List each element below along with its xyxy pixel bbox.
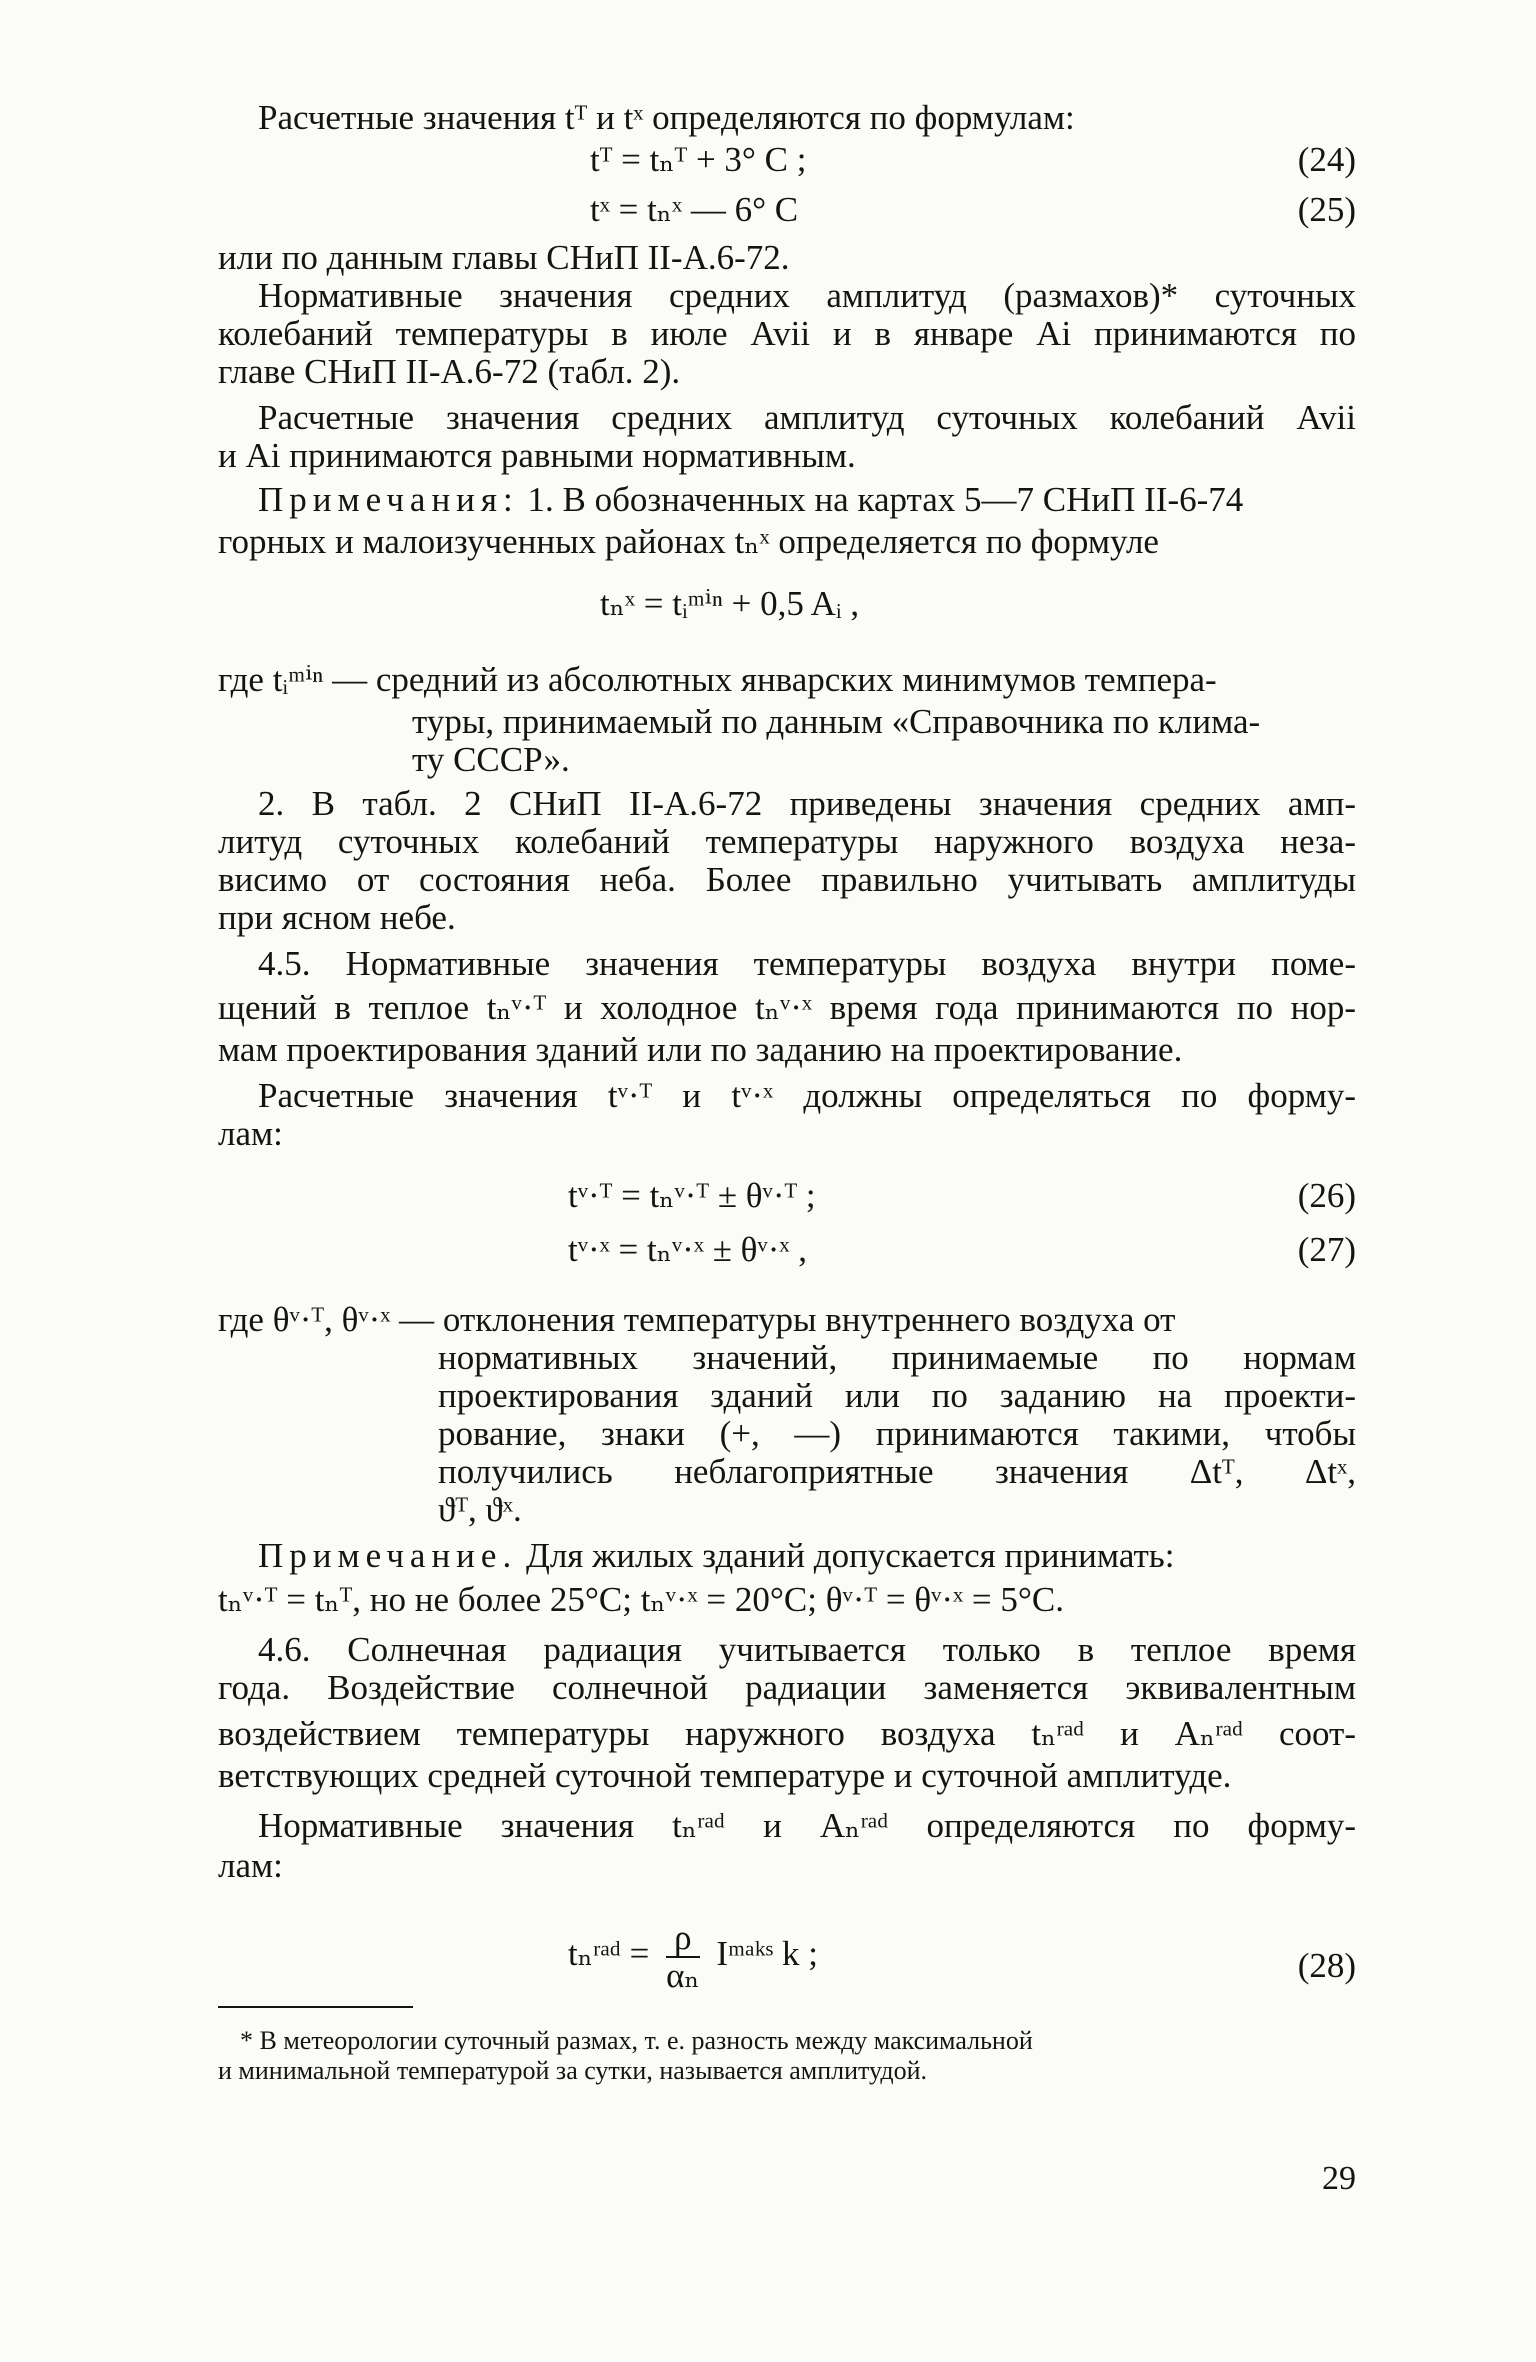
where-1-line-3: ту СССР». xyxy=(412,740,570,779)
where-1-line-1: где tᵢᵐⁱⁿ — средний из абсолютных январских минимумов темпера- xyxy=(218,660,1217,699)
note-1-text: 1. В обозначенных на картах 5—7 СНиП II-6-74 xyxy=(527,480,1244,519)
formula-27-number: (27) xyxy=(1297,1230,1356,1269)
section-4-5-line-2: щений в теплое tₙᵛ·ᵀ и холодное tₙᵛ·ˣ время года принимаются по нор- xyxy=(218,988,1356,1027)
formula-28 xyxy=(568,1920,818,1994)
note-2-line-2: литуд суточных колебаний температуры наружного воздуха неза- xyxy=(218,822,1356,861)
note-1-line-1 xyxy=(258,480,1243,520)
formula-28-lhs: tₙʳᵃᵈ = xyxy=(568,1934,650,1974)
calc-inner-temp-line-2: лам: xyxy=(218,1114,283,1153)
calc-inner-temp-line-1: Расчетные значения tᵛ·ᵀ и tᵛ·ˣ должны определяться по форму- xyxy=(258,1076,1356,1115)
where-1-line-2: туры, принимаемый по данным «Справочника по клима- xyxy=(412,702,1261,741)
where-2-line-2: нормативных значений, принимаемые по нормам xyxy=(438,1338,1356,1377)
formula-25: tˣ = tₙˣ — 6° C xyxy=(590,190,799,229)
where-2-line-4: рование, знаки (+, —) принимаются такими, чтобы xyxy=(438,1414,1356,1453)
intro-paragraph: Расчетные значения tᵀ и tˣ определяются по формулам: xyxy=(258,98,1075,137)
note-3-heading: Примечание. xyxy=(258,1536,518,1575)
where-2-line-5: получились неблагоприятные значения Δtᵀ, Δtˣ, xyxy=(438,1452,1356,1491)
section-4-5-line-3: мам проектирования зданий или по заданию на проектирование. xyxy=(218,1030,1183,1069)
page-number: 29 xyxy=(1322,2160,1356,2197)
snip-reference: или по данным главы СНиП II-А.6-72. xyxy=(218,238,790,277)
note-3-line-2: tₙᵛ·ᵀ = tₙᵀ, но не более 25°C; tₙᵛ·ˣ = 20°C; θᵛ·ᵀ = θᵛ·ˣ = 5°C. xyxy=(218,1580,1064,1619)
where-2-line-1: где θᵛ·ᵀ, θᵛ·ˣ — отклонения температуры внутреннего воздуха от xyxy=(218,1300,1176,1339)
formula-28-rhs: Iᵐᵃᵏˢ k ; xyxy=(716,1934,818,1974)
formula-24-number: (24) xyxy=(1297,140,1356,179)
section-4-6-line-1: 4.6. Солнечная радиация учитывается только в теплое время xyxy=(258,1630,1356,1669)
note-2-line-1: 2. В табл. 2 СНиП II-А.6-72 приведены значения средних амп- xyxy=(258,784,1356,823)
formula-25-number: (25) xyxy=(1297,190,1356,229)
section-4-6-line-2: года. Воздействие солнечной радиации заменяется эквивалентным xyxy=(218,1668,1356,1707)
note-1-line-2: горных и малоизученных районах tₙˣ определяется по формуле xyxy=(218,522,1159,561)
formula-24: tᵀ = tₙᵀ + 3° C ; xyxy=(590,140,807,179)
note-2-line-3: висимо от состояния неба. Более правильно учитывать амплитуды xyxy=(218,860,1356,899)
formula-28-numerator: ρ xyxy=(666,1920,699,1958)
section-4-5-line-1: 4.5. Нормативные значения температуры воздуха внутри поме- xyxy=(258,944,1356,983)
normative-values-line-2: лам: xyxy=(218,1846,283,1885)
footnote-divider xyxy=(218,2006,413,2008)
note-3-line-1 xyxy=(258,1536,1174,1576)
normative-values-line-1: Нормативные значения tₙʳᵃᵈ и Aₙʳᵃᵈ определяются по форму- xyxy=(258,1806,1356,1845)
amplitude-paragraph-line-1: Нормативные значения средних амплитуд (размахов)* суточных xyxy=(258,276,1356,315)
section-4-6-line-3: воздействием температуры наружного воздуха tₙʳᵃᵈ и Aₙʳᵃᵈ соот- xyxy=(218,1714,1356,1753)
calc-amplitude-line-1: Расчетные значения средних амплитуд суточных колебаний Avii xyxy=(258,398,1356,437)
footnote-line-1: * В метеорологии суточный размах, т. е. разность между максимальной xyxy=(240,2026,1033,2055)
where-2-line-6: ϑᵀ, ϑˣ. xyxy=(438,1490,522,1529)
formula-27: tᵛ·ˣ = tₙᵛ·ˣ ± θᵛ·ˣ , xyxy=(568,1230,807,1269)
note-1-heading: Примечания: xyxy=(258,480,519,519)
formula-28-number: (28) xyxy=(1297,1946,1356,1985)
calc-amplitude-line-2: и Ai принимаются равными нормативным. xyxy=(218,436,856,475)
where-2-line-3: проектирования зданий или по заданию на проекти- xyxy=(438,1376,1356,1415)
amplitude-paragraph-line-3: главе СНиП II-А.6-72 (табл. 2). xyxy=(218,352,681,391)
amplitude-paragraph-line-2: колебаний температуры в июле Avii и в январе Ai принимаются по xyxy=(218,314,1356,353)
section-4-6-line-4: ветствующих средней суточной температуре и суточной амплитуде. xyxy=(218,1756,1232,1795)
formula-26-number: (26) xyxy=(1297,1176,1356,1215)
formula-26: tᵛ·ᵀ = tₙᵛ·ᵀ ± θᵛ·ᵀ ; xyxy=(568,1176,816,1215)
note-3-text: Для жилых зданий допускается принимать: xyxy=(525,1536,1175,1575)
formula-28-fraction xyxy=(666,1920,699,1994)
note-2-line-4: при ясном небе. xyxy=(218,898,456,937)
formula-28-denominator: αₙ xyxy=(666,1956,700,1995)
footnote-line-2: и минимальной температурой за сутки, называется амплитудой. xyxy=(218,2056,928,2085)
formula-min: tₙˣ = tᵢᵐⁱⁿ + 0,5 Aᵢ , xyxy=(600,584,860,623)
